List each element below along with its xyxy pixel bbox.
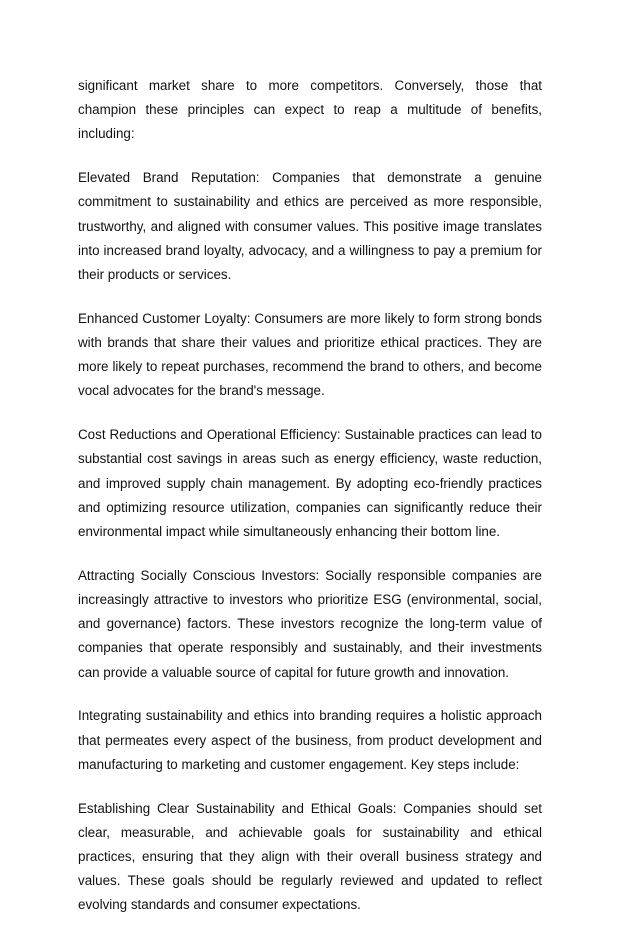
paragraph-continuation: significant market share to more competitors. Conversely, those that champion these principles can expect to reap a multitude of benefits, including: — [78, 78, 542, 142]
paragraph-clear-goals: Establishing Clear Sustainability and Ethical Goals: Companies should set clear, measurable, and achievable goals for sustainability and ethical practices, ensuring that they align with their overall business strategy and values. These goals should be regularly reviewed and updated to reflect evolving standards and consumer expectations. — [78, 800, 542, 913]
paragraph-customer-loyalty: Enhanced Customer Loyalty: Consumers are more likely to form strong bonds with brands that share their values and prioritize ethical practices. They are more likely to repeat purchases, recommend the brand to others, and become vocal advocates for the brand's message. — [78, 310, 542, 399]
paragraph-cost-reductions: Cost Reductions and Operational Efficiency: Sustainable practices can lead to substantial cost savings in areas such as energy efficiency, waste reduction, and improved supply chain management. By adopting eco-friendly practices and optimizing resource utilization, companies can significantly reduce their environmental impact while simultaneously enhancing their bottom line. — [78, 427, 542, 540]
paragraph-investors: Attracting Socially Conscious Investors: Socially responsible companies are increasingly attractive to investors who prioritize ESG (environmental, social, and governance) factors. These investors recognize the long-term value of companies that operate responsibly and sustainably, and their investments can provide a valuable source of capital for future growth and innovation. — [78, 567, 542, 680]
paragraph-integrating: Integrating sustainability and ethics into branding requires a holistic approach that permeates every aspect of the business, from product development and manufacturing to marketing and customer engagement. Key steps include: — [78, 708, 542, 772]
body-text — [78, 74, 542, 937]
paragraph-brand-reputation: Elevated Brand Reputation: Companies that demonstrate a genuine commitment to sustainability and ethics are perceived as more responsible, trustworthy, and aligned with consumer values. This positive image translates into increased brand loyalty, advocacy, and a willingness to pay a premium for their products or services. — [78, 170, 542, 283]
